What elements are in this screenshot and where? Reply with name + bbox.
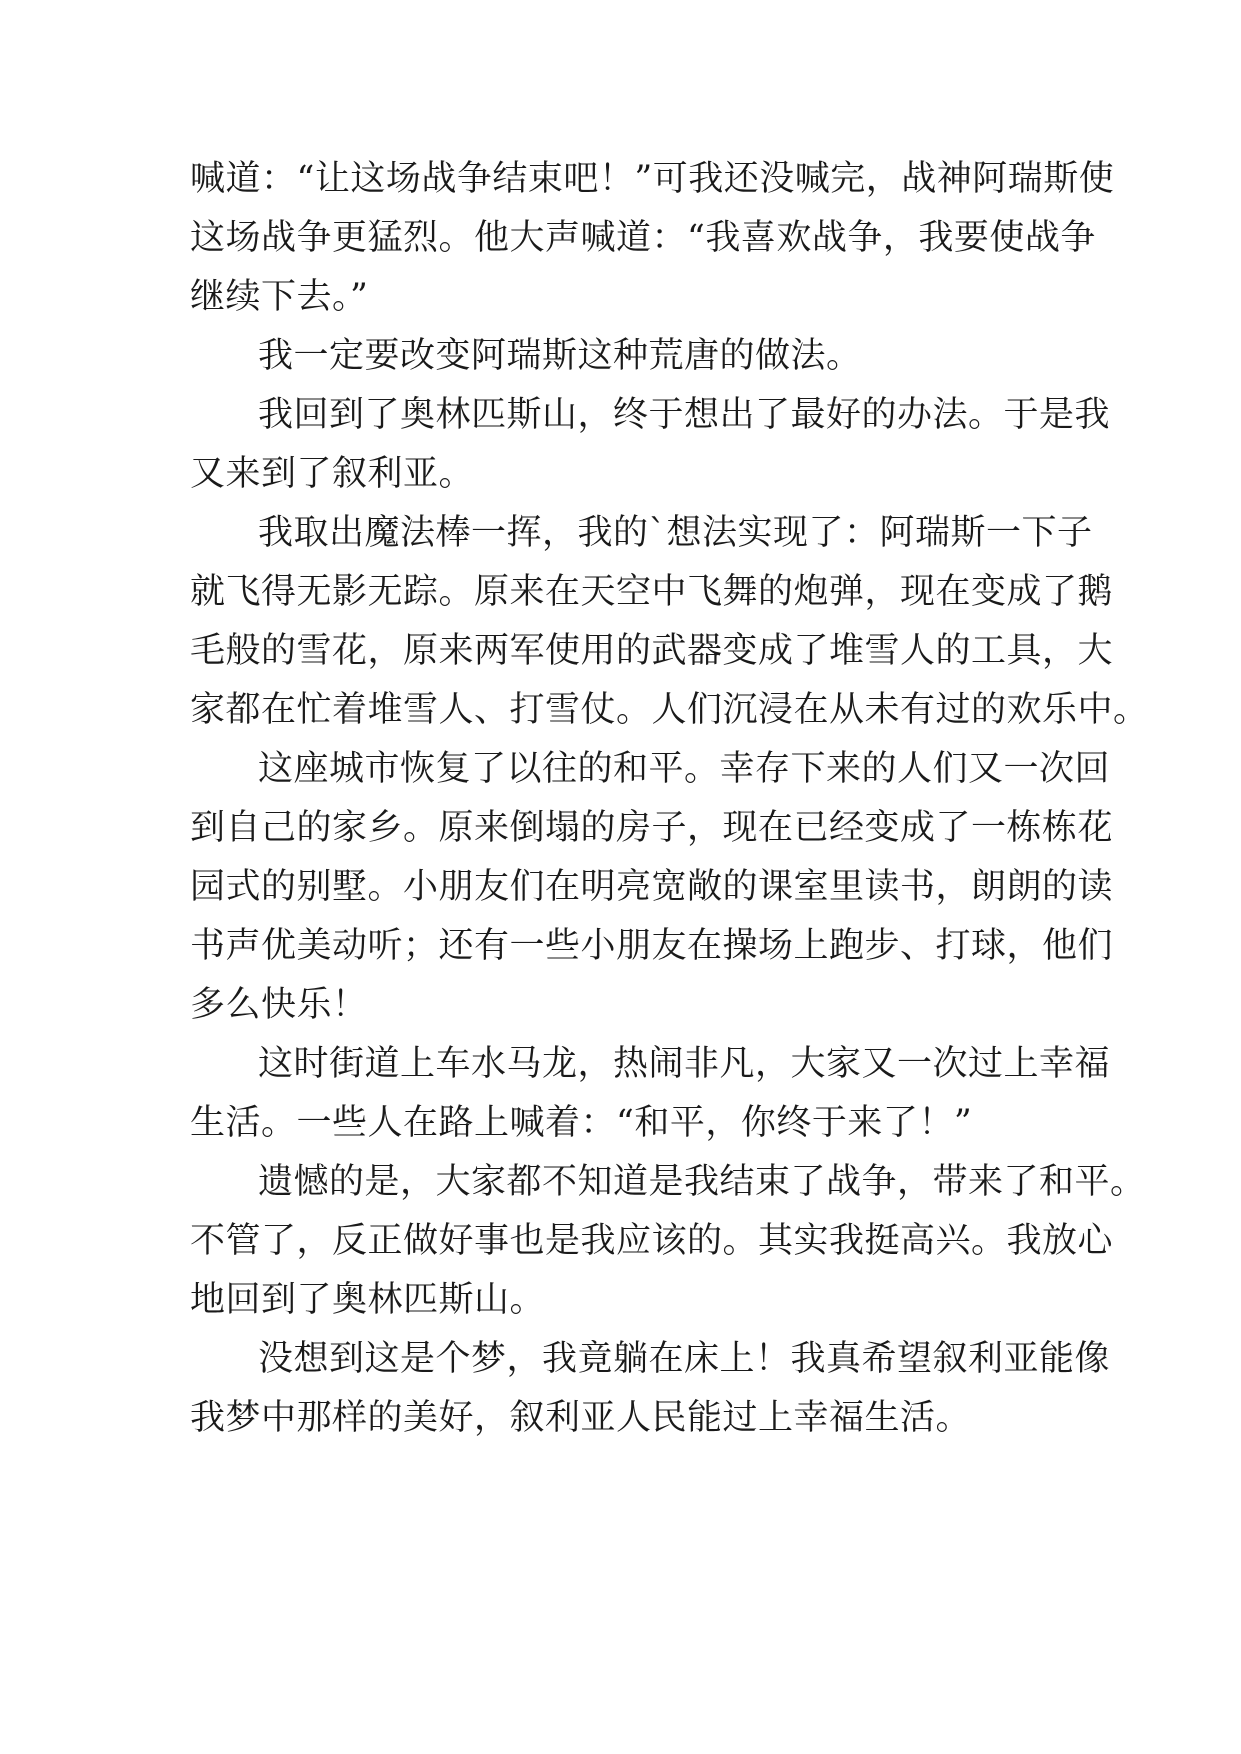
text-line: 我梦中那样的美好，叙利亚人民能过上幸福生活。 [190, 1398, 972, 1438]
text-line: 不管了，反正做好事也是我应该的。其实我挺高兴。我放心 [190, 1221, 1114, 1261]
text-line: 毛般的雪花，原来两军使用的武器变成了堆雪人的工具，大 [190, 631, 1114, 671]
text-line: 这场战争更猛烈。他大声喊道：“我喜欢战争，我要使战争 [190, 218, 1096, 258]
text-line: 继续下去。” [190, 277, 369, 317]
text-line: 我取出魔法棒一挥，我的`想法实现了：阿瑞斯一下子 [258, 513, 1093, 553]
text-line: 地回到了奥林匹斯山。 [190, 1280, 546, 1320]
text-line: 又来到了叙利亚。 [190, 454, 475, 494]
text-line: 书声优美动听；还有一些小朋友在操场上跑步、打球，他们 [190, 926, 1114, 966]
text-line: 就飞得无影无踪。原来在天空中飞舞的炮弹，现在变成了鹅 [190, 572, 1114, 612]
text-line: 这时街道上车水马龙，热闹非凡，大家又一次过上幸福 [258, 1044, 1111, 1084]
text-line: 我回到了奥林匹斯山，终于想出了最好的办法。于是我 [258, 395, 1111, 435]
text-line: 没想到这是个梦，我竟躺在床上！我真希望叙利亚能像 [258, 1339, 1111, 1379]
text-line: 遗憾的是，大家都不知道是我结束了战争，带来了和平。 [258, 1162, 1146, 1202]
text-line: 这座城市恢复了以往的和平。幸存下来的人们又一次回 [258, 749, 1111, 789]
document-body [190, 150, 1149, 1448]
text-line: 园式的别墅。小朋友们在明亮宽敞的课室里读书，朗朗的读 [190, 867, 1114, 907]
text-line: 生活。一些人在路上喊着：“和平，你终于来了！” [190, 1103, 973, 1143]
text-line: 到自己的家乡。原来倒塌的房子，现在已经变成了一栋栋花 [190, 808, 1114, 848]
text-line: 多么快乐！ [190, 985, 368, 1025]
text-line: 我一定要改变阿瑞斯这种荒唐的做法。 [258, 336, 862, 376]
text-line: 家都在忙着堆雪人、打雪仗。人们沉浸在从未有过的欢乐中。 [190, 690, 1149, 730]
text-line: 喊道：“让这场战争结束吧！”可我还没喊完，战神阿瑞斯使 [190, 159, 1115, 199]
